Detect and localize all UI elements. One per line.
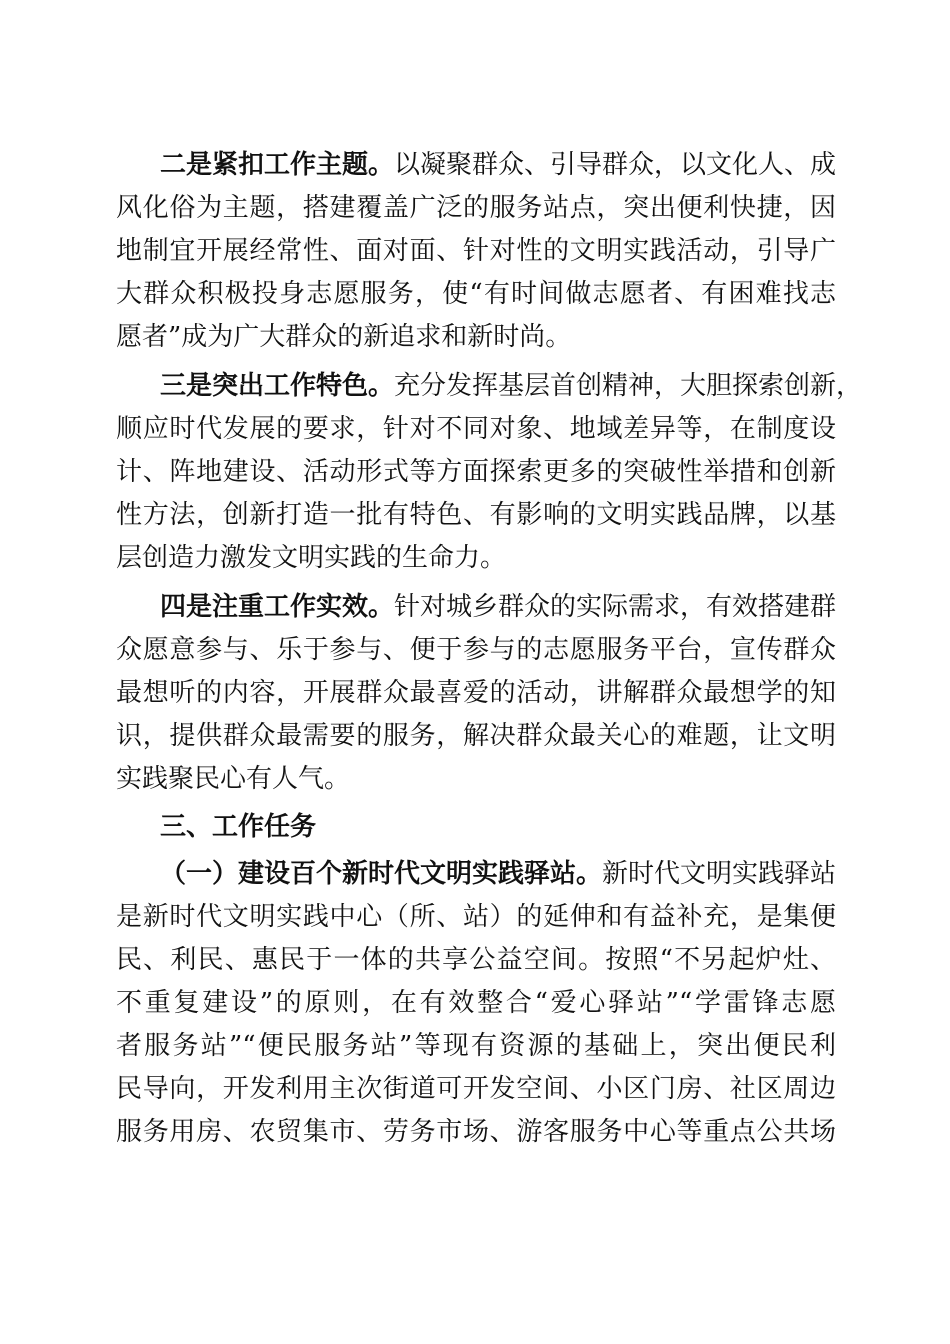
paragraph-line: 是新时代文明实践中心（所、站）的延伸和有益补充，是集便 <box>116 902 836 932</box>
paragraph-line: 服务用房、农贸集市、劳务市场、游客服务中心等重点公共场 <box>116 1117 836 1147</box>
paragraph-line: 最想听的内容，开展群众最喜爱的活动，讲解群众最想学的知 <box>116 678 836 708</box>
paragraph-text: 以凝聚群众、引导群众，以文化人、成 <box>394 150 837 180</box>
paragraph-line <box>160 141 836 189</box>
paragraph-line: 大群众积极投身志愿服务，使“有时间做志愿者、有困难找志 <box>116 279 836 309</box>
paragraph-line: 性方法，创新打造一批有特色、有影响的文明实践品牌，以基 <box>116 500 836 530</box>
paragraph-line: 不重复建设”的原则，在有效整合“爱心驿站”“学雷锋志愿 <box>116 988 836 1018</box>
paragraph-line: 层创造力激发文明实践的生命力。 <box>116 543 507 573</box>
paragraph-line: 顺应时代发展的要求，针对不同对象、地域差异等，在制度设 <box>116 414 836 444</box>
paragraph-lead: 三是突出工作特色。 <box>160 371 395 401</box>
paragraph-lead: 二是紧扣工作主题。 <box>160 150 395 180</box>
paragraph-line: 计、阵地建设、活动形式等方面探索更多的突破性举措和创新 <box>116 457 836 487</box>
section-heading: 三、工作任务 <box>160 812 317 842</box>
paragraph-line <box>160 850 836 898</box>
paragraph-line: 众愿意参与、乐于参与、便于参与的志愿服务平台，宣传群众 <box>116 635 836 665</box>
paragraph-line <box>160 583 836 631</box>
paragraph-text: 充分发挥基层首创精神，大胆探索创新， <box>394 371 863 401</box>
paragraph-line: 识，提供群众最需要的服务，解决群众最关心的难题，让文明 <box>116 721 836 751</box>
paragraph-line: 者服务站”“便民服务站”等现有资源的基础上，突出便民利 <box>116 1031 836 1061</box>
paragraph-line: 风化俗为主题，搭建覆盖广泛的服务站点，突出便利快捷，因 <box>116 193 836 223</box>
paragraph-text: 新时代文明实践驿站 <box>602 859 837 889</box>
paragraph-text: 针对城乡群众的实际需求，有效搭建群 <box>394 592 837 622</box>
paragraph-lead: 四是注重工作实效。 <box>160 592 395 622</box>
paragraph-line: 实践聚民心有人气。 <box>116 764 351 794</box>
paragraph-line: 地制宜开展经常性、面对面、针对性的文明实践活动，引导广 <box>116 236 836 266</box>
paragraph-line: 民、利民、惠民于一体的共享公益空间。按照“不另起炉灶、 <box>116 945 836 975</box>
paragraph-line <box>160 362 863 410</box>
paragraph-line: 民导向，开发利用主次街道可开发空间、小区门房、社区周边 <box>116 1074 836 1104</box>
paragraph-lead: （一）建设百个新时代文明实践驿站。 <box>160 859 603 889</box>
paragraph-line: 愿者”成为广大群众的新追求和新时尚。 <box>116 322 572 352</box>
